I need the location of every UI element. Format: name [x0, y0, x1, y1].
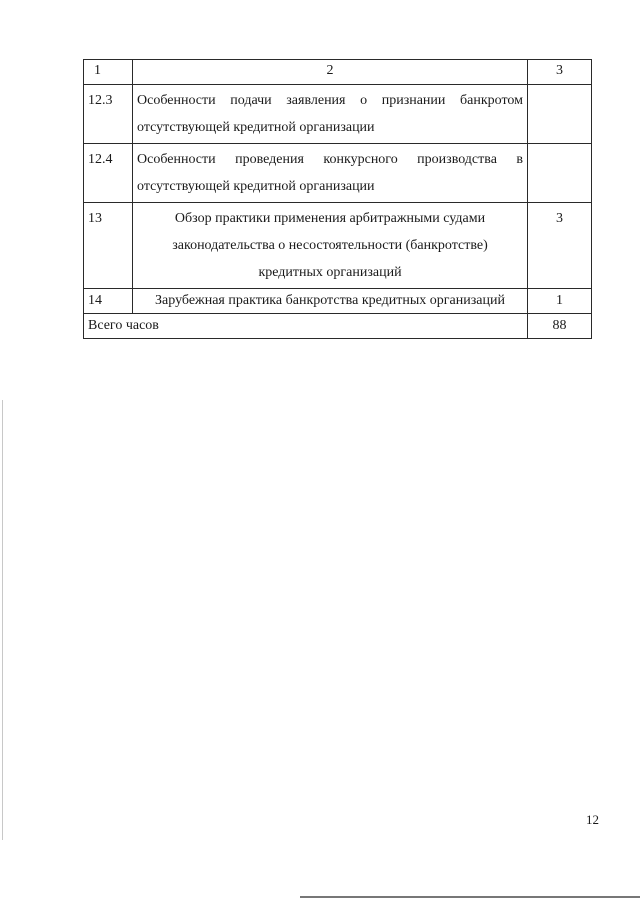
row-number: 14 [84, 289, 133, 314]
scan-artifact-bottom [300, 896, 640, 898]
row-title-line: кредитных организаций [258, 265, 402, 280]
row-title-line: Особенности проведения конкурсного производства в [137, 152, 523, 167]
course-hours-table [83, 59, 592, 339]
row-hours [528, 144, 592, 203]
row-title-line: отсутствующей кредитной организации [137, 120, 375, 135]
row-title [133, 144, 528, 203]
table-header-row [84, 60, 592, 85]
header-col-3: 3 [528, 60, 592, 85]
row-hours: 3 [528, 203, 592, 289]
row-title [133, 85, 528, 144]
total-row [84, 314, 592, 339]
row-hours [528, 85, 592, 144]
row-number: 13 [84, 203, 133, 289]
table-row [84, 289, 592, 314]
row-number: 12.4 [84, 144, 133, 203]
row-title [133, 203, 528, 289]
scan-artifact-left [2, 400, 3, 840]
row-number: 12.3 [84, 85, 133, 144]
total-label: Всего часов [84, 314, 528, 339]
page-number: 12 [586, 812, 599, 827]
table-row [84, 144, 592, 203]
table-row [84, 85, 592, 144]
row-title-line: отсутствующей кредитной организации [137, 179, 375, 194]
row-title-line: Обзор практики применения арбитражными судами [174, 211, 486, 226]
row-hours: 1 [528, 289, 592, 314]
row-title: Зарубежная практика банкротства кредитных организаций [133, 289, 528, 314]
header-col-2: 2 [133, 60, 528, 85]
row-title-line: Особенности подачи заявления о признании банкротом [137, 93, 523, 108]
row-title-line: законодательства о несостоятельности (банкротстве) [172, 238, 488, 253]
total-hours: 88 [528, 314, 592, 339]
table-row [84, 203, 592, 289]
header-col-1: 1 [84, 60, 133, 85]
